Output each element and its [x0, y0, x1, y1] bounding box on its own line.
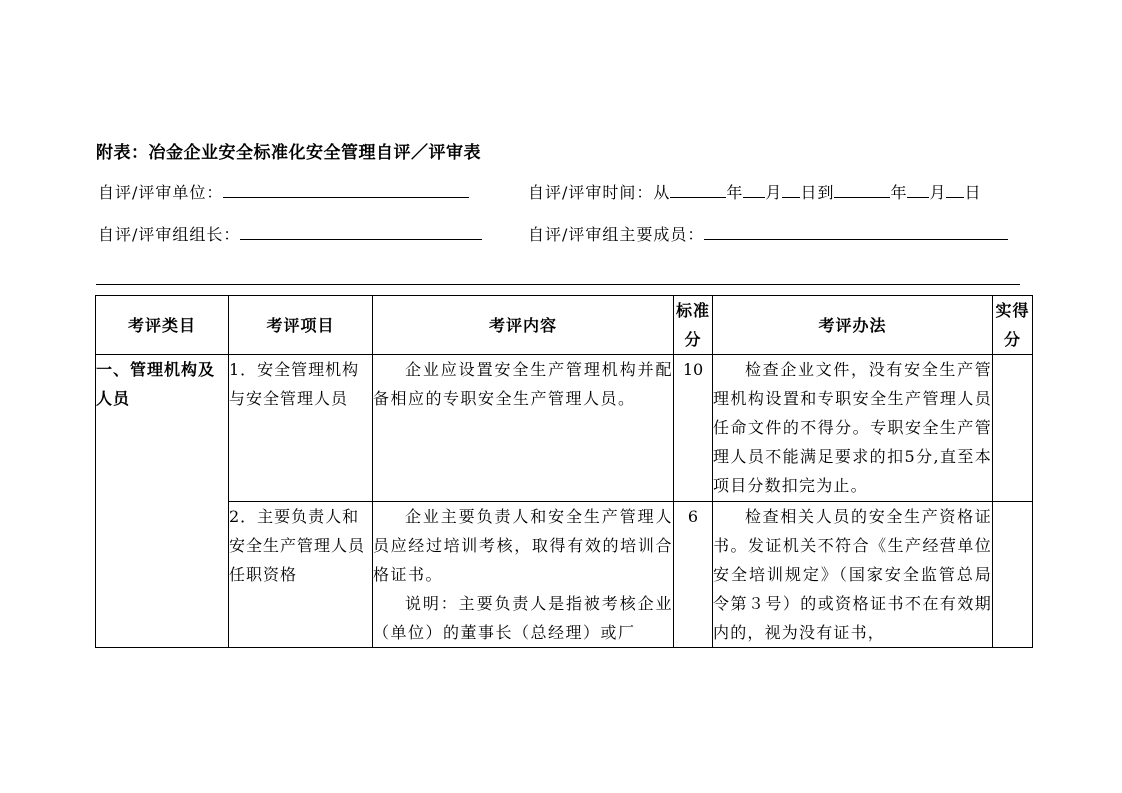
day-label: 日: [964, 183, 982, 202]
content-text: 企业主要负责人和安全生产管理人员应经过培训考核，取得有效的培训合格证书。: [373, 507, 673, 584]
standard-score-cell: 10: [674, 355, 713, 502]
content-cell: [373, 355, 674, 502]
category-cell: 一、管理机构及人员: [96, 355, 229, 648]
actual-score-cell[interactable]: [993, 502, 1033, 648]
content-cell: [373, 502, 674, 648]
standard-score-cell: 6: [674, 502, 713, 648]
end-day-blank[interactable]: [946, 181, 964, 198]
method-text: 检查相关人员的安全生产资格证书。发证机关不符合《生产经营单位安全培训规定》（国家安全监管总局令第３号）的或资格证书不在有效期内的，视为没有证书，: [713, 507, 992, 642]
members-field: [528, 222, 1008, 245]
method-cell: [713, 355, 993, 502]
item-cell: 1．安全管理机构与安全管理人员: [229, 355, 373, 502]
actual-score-cell[interactable]: [993, 355, 1033, 502]
day-to-label: 日到: [800, 183, 835, 202]
start-day-blank[interactable]: [782, 181, 800, 198]
divider-line: [96, 284, 1020, 285]
year-label: 年: [890, 183, 908, 202]
item-cell: 2．主要负责人和安全生产管理人员任职资格: [229, 502, 373, 648]
unit-label: 自评/评审单位：: [98, 183, 224, 202]
evaluation-table: [95, 295, 1033, 648]
leader-blank[interactable]: [240, 223, 482, 240]
table-header-row: [96, 296, 1033, 355]
content-text: 企业应设置安全生产管理机构并配备相应的专职安全生产管理人员。: [373, 360, 673, 408]
table-row: [96, 502, 1033, 648]
document-title: 附表：冶金企业安全标准化安全管理自评／评审表: [96, 143, 481, 163]
members-blank[interactable]: [704, 223, 1008, 240]
method-text: 检查企业文件，没有安全生产管理机构设置和专职安全生产管理人员任命文件的不得分。专职安全生产管理人员不能满足要求的扣5分,直至本项目分数扣完为止。: [713, 360, 992, 495]
leader-label: 自评/评审组组长：: [98, 225, 241, 244]
method-cell: [713, 502, 993, 648]
end-year-blank[interactable]: [834, 181, 890, 198]
unit-blank[interactable]: [223, 181, 469, 198]
header-actual-score: 实得分: [993, 296, 1033, 355]
time-field: [528, 180, 982, 203]
leader-field: [98, 222, 482, 245]
time-label: 自评/评审时间：从: [528, 183, 671, 202]
content-note: 说明：主要负责人是指被考核企业（单位）的董事长（总经理）或厂: [373, 594, 673, 642]
month-label: 月: [765, 183, 783, 202]
header-method: 考评办法: [713, 296, 993, 355]
header-item: 考评项目: [229, 296, 373, 355]
header-category: 考评类目: [96, 296, 229, 355]
year-label: 年: [726, 183, 744, 202]
table-row: [96, 355, 1033, 502]
unit-field: [98, 180, 469, 203]
members-label: 自评/评审组主要成员：: [528, 225, 705, 244]
start-year-blank[interactable]: [670, 181, 726, 198]
start-month-blank[interactable]: [743, 181, 765, 198]
end-month-blank[interactable]: [907, 181, 929, 198]
header-standard-score: 标准分: [674, 296, 713, 355]
month-label: 月: [929, 183, 947, 202]
header-content: 考评内容: [373, 296, 674, 355]
